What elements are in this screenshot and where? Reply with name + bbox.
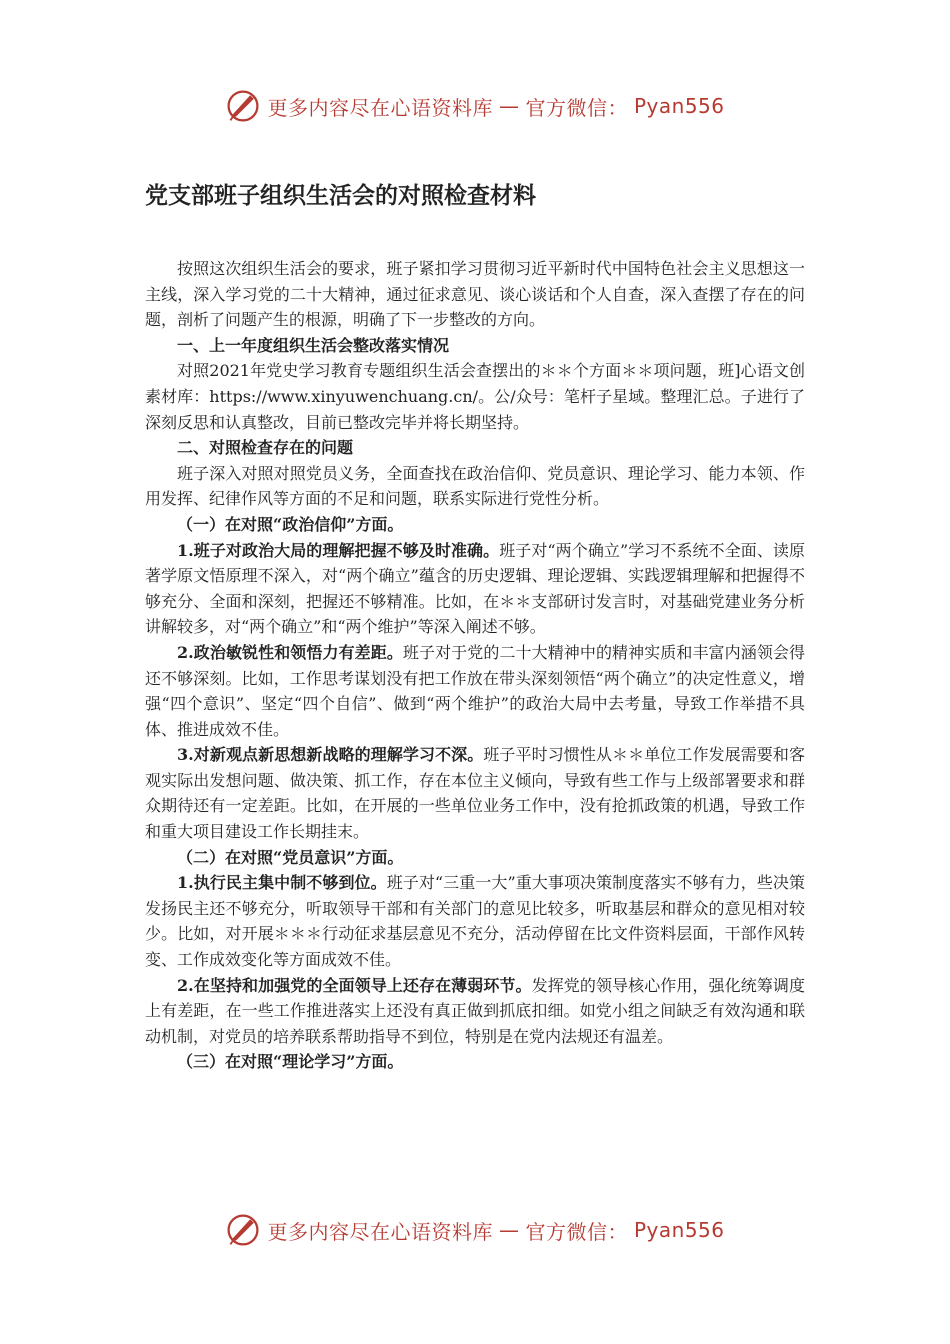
intro-paragraph: 按照这次组织生活会的要求，班子紧扣学习贯彻习近平新时代中国特色社会主义思想这一主线，深入学习党的二十大精神，通过征求意见、谈心谈话和个人自查，深入查摆了存在的问题，剖析了问题产生的根源，明确了下一步整改的方向。 <box>145 259 805 330</box>
item-2-2-text: 发挥党的领导核心作用，强化统筹调度上有差距，在一些工作推进落实上还没有真正做到抓底扣细。如党小组之间缺乏有效沟通和联动机制，对党员的培养联系帮助指导不到位，特别是在党内法规还有温差。 <box>145 975 805 1046</box>
section1-heading: 一、上一年度组织生活会整改落实情况 <box>177 335 450 355</box>
item-1-3-text: 班子平时习惯性从＊＊单位工作发展需要和客观实际出发想问题、做决策、抓工作，存在本位主义倾向，导致有些工作与上级部署要求和群众期待还有一定差距。比如，在开展的一些单位业务工作中，没有抢抓政策的机遇，导致工作和重大项目建设工作长期挂末。 <box>145 745 805 842</box>
item-1-1-text: 班子对“两个确立”学习不系统不全面、读原著学原文悟原理不深入，对“两个确立”蕴含的历史逻辑、理论逻辑、实践逻辑理解和把握得不够充分、全面和深刻，把握还不够精准。比如，在＊＊支部研讨发言时，对基础党建业务分析讲解较多，对“两个确立”和“两个维护”等深入阐述不够。 <box>145 540 805 637</box>
item-1-3-paragraph <box>145 742 805 844</box>
item-2-1-paragraph <box>145 870 805 972</box>
item-1-1-lead: 1.班子对政治大局的理解把握不够及时准确。 <box>177 540 500 560</box>
header-watermark-banner <box>0 86 950 126</box>
document-title: 党支部班子组织生活会的对照检查材料 <box>145 183 536 209</box>
item-2-2-paragraph <box>145 973 805 1050</box>
item-2-2-lead: 2.在坚持和加强党的全面领导上还存在薄弱环节。 <box>177 975 532 995</box>
quill-pen-logo-icon <box>225 1212 261 1248</box>
item-2-1-lead: 1.执行民主集中制不够到位。 <box>177 873 387 893</box>
item-1-3-lead: 3.对新观点新思想新战略的理解学习不深。 <box>177 745 484 765</box>
banner-text: 更多内容尽在心语资料库 <box>267 1219 493 1244</box>
quill-pen-logo-icon <box>225 88 261 124</box>
banner-separator: — <box>498 1218 520 1242</box>
banner-text: 更多内容尽在心语资料库 <box>267 95 493 120</box>
document-body <box>145 176 805 1075</box>
banner-wechat-label: 官方微信： <box>525 95 628 120</box>
subsection1-heading: （一）在对照“政治信仰”方面。 <box>177 514 404 534</box>
item-2-1-text: 班子对“三重一大”重大事项决策制度落实不够有力，些决策发扬民主还不够充分，听取领导干部和有关部门的意见比较多，听取基层和群众的意见相对较少。比如，对开展＊＊＊行动征求基层意见不充分，活动停留在比文件资料层面，干部作风转变、工作成效变化等方面成效不佳。 <box>145 873 805 970</box>
item-1-2-text: 班子对于党的二十大精神中的精神实质和丰富内涵领会得还不够深刻。比如，工作思考谋划没有把工作放在带头深刻领悟“两个确立”的决定性意义，增强“四个意识”、坚定“四个自信”、做到“两个维护”的政治大局中去考量，导致工作举措不具体、推进成效不佳。 <box>145 642 805 739</box>
subsection3-heading: （三）在对照“理论学习”方面。 <box>177 1052 404 1072</box>
banner-separator: — <box>498 94 520 118</box>
item-1-2-paragraph <box>145 640 805 742</box>
subsection2-heading: （二）在对照“党员意识”方面。 <box>177 847 404 867</box>
item-1-1-paragraph <box>145 538 805 640</box>
section2-paragraph: 班子深入对照对照党员义务，全面查找在政治信仰、党员意识、理论学习、能力本领、作用发挥、纪律作风等方面的不足和问题，联系实际进行党性分析。 <box>145 463 805 509</box>
footer-watermark-banner <box>0 1210 950 1250</box>
banner-wechat-id: Pyan556 <box>633 94 725 118</box>
section2-heading: 二、对照检查存在的问题 <box>177 438 354 458</box>
banner-wechat-id: Pyan556 <box>633 1218 725 1242</box>
banner-wechat-label: 官方微信： <box>525 1219 628 1244</box>
item-1-2-lead: 2.政治敏锐性和领悟力有差距。 <box>177 642 403 662</box>
section1-paragraph: 对照2021年党史学习教育专题组织生活会查摆出的＊＊个方面＊＊项问题，班]心语文创素材库：https://www.xinyuwenchuang.cn/。公/众号：笔杆子星域。整理汇总。子进行了深刻反思和认真整改，目前已整改完毕并将长期坚持。 <box>145 361 805 432</box>
